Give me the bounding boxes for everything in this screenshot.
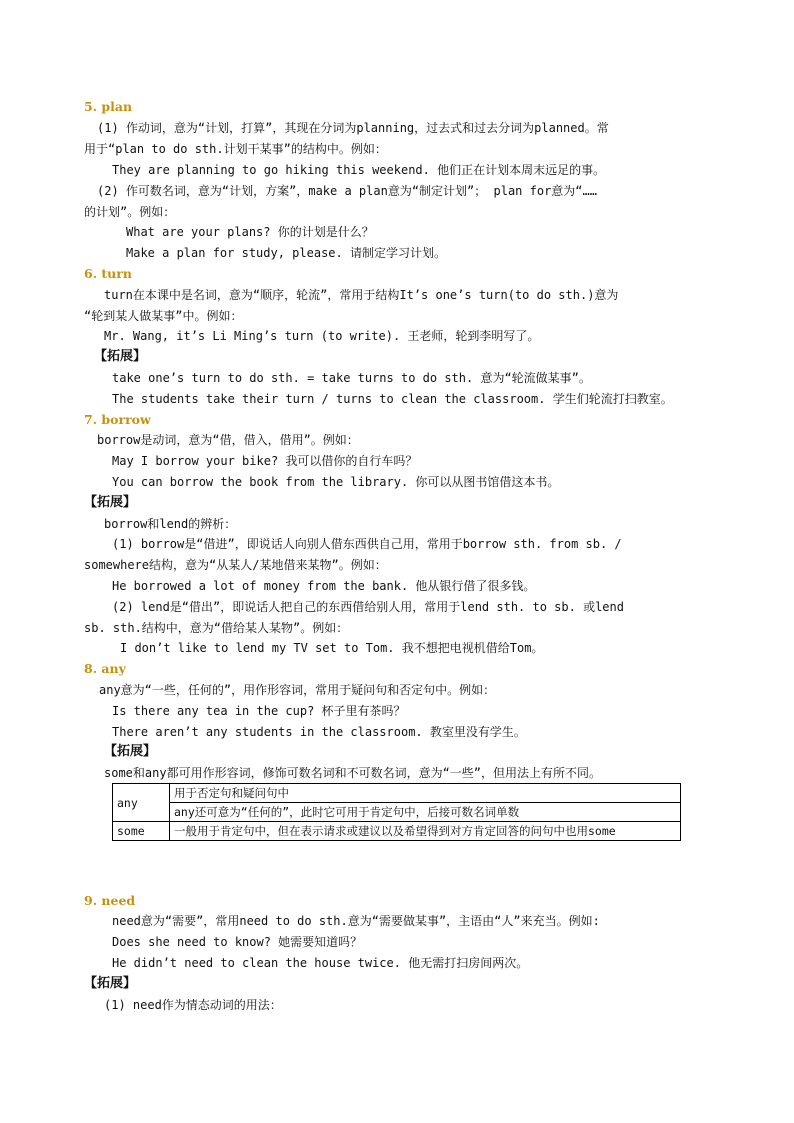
example-line: I don’t like to lend my TV set to Tom. 我不想把电视机借给Tom。 <box>120 641 544 655</box>
some-any-table <box>112 783 681 841</box>
table-cell: any还可意为“任何的”，此时它可用于肯定句中，后接可数名词单数 <box>170 803 681 822</box>
text-line: take one’s turn to do sth. = take turns to do sth. 意为“轮流做某事”。 <box>112 371 591 385</box>
extension-label: 【拓展】 <box>84 495 137 510</box>
text-line: 的计划”。例如： <box>84 205 176 219</box>
text-line: (1) need作为情态动词的用法： <box>104 998 282 1012</box>
text-line: (2) 作可数名词，意为“计划，方案”，make a plan意为“制定计划”； plan for意为“…… <box>97 184 597 198</box>
example-line: Make a plan for study, please. 请制定学习计划。 <box>126 246 446 260</box>
example-line: He borrowed a lot of money from the bank. 他从银行借了很多钱。 <box>112 579 536 593</box>
table-key-some: some <box>113 822 170 841</box>
text-line: need意为“需要”，常用need to do sth.意为“需要做某事”，主语由“人”来充当。例如: <box>112 914 600 928</box>
text-line: any意为“一些，任何的”，用作形容词，常用于疑问句和否定句中。例如： <box>99 683 496 697</box>
example-line: May I borrow your bike? 我可以借你的自行车吗？ <box>112 454 418 468</box>
table-key-any: any <box>113 784 170 822</box>
example-line: What are your plans? 你的计划是什么？ <box>126 225 374 239</box>
extension-label: 【拓展】 <box>94 349 147 364</box>
text-line: (1) borrow是“借进”，即说话人向别人借东西供自己用，常用于borrow sth. from sb. / <box>112 537 622 551</box>
heading-need: 9. need <box>84 893 136 908</box>
text-line: sb. sth.结构中，意为“借给某人某物”。例如： <box>84 621 349 635</box>
text-line: (1) 作动词，意为“计划，打算”，其现在分词为planning，过去式和过去分词为planned。常 <box>97 121 609 135</box>
extension-label: 【拓展】 <box>104 744 157 759</box>
example-line: There aren’t any students in the classroom. 教室里没有学生。 <box>112 725 526 739</box>
heading-plan: 5. plan <box>84 99 133 114</box>
table-row <box>113 822 681 841</box>
text-line: borrow和lend的辨析： <box>104 517 237 531</box>
table-row <box>113 784 681 803</box>
example-line: They are planning to go hiking this weekend. 他们正在计划本周末远足的事。 <box>112 163 606 177</box>
table-cell: 一般用于肯定句中，但在表示请求或建议以及希望得到对方肯定回答的问句中也用some <box>170 822 681 841</box>
extension-label: 【拓展】 <box>84 976 137 991</box>
heading-any: 8. any <box>84 661 126 676</box>
text-line: “轮到某人做某事”中。例如： <box>84 309 243 323</box>
example-line: You can borrow the book from the library. 你可以从图书馆借这本书。 <box>112 475 560 489</box>
example-line: Does she need to know? 她需要知道吗？ <box>112 935 363 949</box>
text-line: some和any都可用作形容词，修饰可数名词和不可数名词，意为“一些”，但用法上有所不同。 <box>104 766 602 780</box>
text-line: turn在本课中是名词，意为“顺序，轮流”，常用于结构It’s one’s turn(to do sth.)意为 <box>104 288 619 302</box>
heading-turn: 6. turn <box>84 266 132 281</box>
text-line: (2) lend是“借出”，即说话人把自己的东西借给别人用，常用于lend sth. to sb. 或lend <box>112 600 624 614</box>
table-row <box>113 803 681 822</box>
heading-borrow: 7. borrow <box>84 412 151 427</box>
table-cell: 用于否定句和疑问句中 <box>170 784 681 803</box>
example-line: He didn’t need to clean the house twice. 他无需打扫房间两次。 <box>112 956 529 970</box>
example-line: Mr. Wang, it’s Li Ming’s turn (to write). 王老师，轮到李明写了。 <box>104 329 540 343</box>
example-line: The students take their turn / turns to clean the classroom. 学生们轮流打扫教室。 <box>112 392 673 406</box>
text-line: somewhere结构，意为“从某人/某地借来某物”。例如： <box>84 558 387 572</box>
text-line: borrow是动词，意为“借，借入，借用”。例如： <box>97 433 359 447</box>
text-line: 用于“plan to do sth.计划干某事”的结构中。例如： <box>84 142 387 156</box>
example-line: Is there any tea in the cup? 杯子里有茶吗？ <box>112 704 406 718</box>
